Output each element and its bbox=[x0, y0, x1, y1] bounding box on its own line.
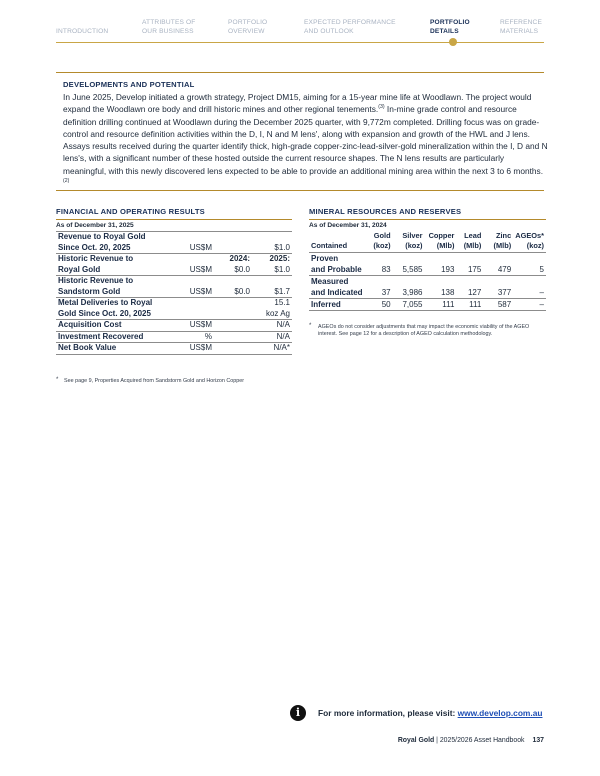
table-row bbox=[56, 265, 292, 276]
financial-as-of: As of December 31, 2025 bbox=[56, 222, 134, 229]
footer-brand: Royal Gold bbox=[397, 737, 435, 744]
table-header-row bbox=[309, 231, 546, 253]
row-label: Acquisition Cost bbox=[56, 320, 166, 332]
table-row bbox=[56, 276, 292, 287]
footnote-ref-2: (2) bbox=[63, 178, 70, 185]
unit bbox=[166, 276, 214, 287]
row-label: Net Book Value bbox=[56, 343, 166, 355]
table-row bbox=[56, 343, 292, 355]
section-divider-bottom bbox=[56, 190, 544, 191]
value: N/A bbox=[252, 320, 292, 332]
header-gold: Gold (koz) bbox=[373, 231, 391, 250]
copper-value: 193 bbox=[424, 264, 456, 276]
develop-website-link[interactable]: www.develop.com.au bbox=[457, 708, 543, 718]
row-label: Revenue to Royal Gold bbox=[56, 232, 166, 243]
row-label: Inferred bbox=[309, 299, 369, 311]
lead-value: 127 bbox=[456, 287, 483, 299]
copper-value: 111 bbox=[424, 299, 456, 311]
ageos-value: – bbox=[513, 299, 546, 311]
gold-value: 37 bbox=[369, 287, 393, 299]
developments-paragraph bbox=[63, 91, 549, 189]
mineral-title: MINERAL RESOURCES AND RESERVES bbox=[309, 207, 462, 216]
unit bbox=[166, 298, 214, 309]
value-2024 bbox=[214, 343, 252, 355]
value-2024 bbox=[214, 331, 252, 343]
page-number: 137 bbox=[532, 737, 544, 744]
nav-portfolio-overview[interactable]: PORTFOLIO OVERVIEW bbox=[228, 19, 268, 35]
row-label: Royal Gold bbox=[56, 265, 166, 276]
mineral-footnote: AGEOs do not consider adjustments that may impact the economic viability of the AGEO interest. See page 12 for a description of AGEO calculation methodology. bbox=[318, 324, 530, 338]
mineral-title-rule bbox=[309, 219, 546, 220]
nav-expected-performance-and-outlook[interactable]: EXPECTED PERFORMANCE AND OUTLOOK bbox=[304, 19, 396, 35]
value-2024 bbox=[214, 276, 252, 287]
header-silver: Silver (koz) bbox=[402, 231, 423, 250]
unit bbox=[166, 232, 214, 243]
value-2024 bbox=[214, 298, 252, 309]
value: $1.7 bbox=[252, 287, 292, 298]
footer-publication: 2025/2026 Asset Handbook bbox=[439, 737, 525, 744]
value-2024: $0.0 bbox=[214, 287, 252, 298]
value bbox=[252, 276, 292, 287]
lead-value: 111 bbox=[456, 299, 483, 311]
table-row bbox=[309, 287, 546, 299]
unit: US$M bbox=[166, 287, 214, 298]
row-label: Investment Recovered bbox=[56, 331, 166, 343]
nav-portfolio-details[interactable]: PORTFOLIO DETAILS bbox=[430, 19, 470, 35]
table-row bbox=[309, 299, 546, 311]
value-2024: $0.0 bbox=[214, 265, 252, 276]
gold-value: 83 bbox=[369, 264, 393, 276]
row-label: Metal Deliveries to Royal bbox=[56, 298, 166, 309]
table-row bbox=[56, 232, 292, 243]
financial-footnote-mark: * bbox=[56, 377, 59, 383]
unit: US$M bbox=[166, 343, 214, 355]
lead-value: 175 bbox=[456, 264, 483, 276]
row-label: Sandstorm Gold bbox=[56, 287, 166, 298]
gold-value: 50 bbox=[369, 299, 393, 311]
header-lead: Lead (Mlb) bbox=[463, 231, 482, 250]
value: 15.1 bbox=[252, 298, 292, 309]
value: N/A* bbox=[252, 343, 292, 355]
more-info-line bbox=[318, 708, 542, 718]
nav-reference-materials[interactable]: REFERENCE MATERIALS bbox=[500, 19, 543, 35]
silver-value: 5,585 bbox=[393, 264, 425, 276]
copper-value: 138 bbox=[424, 287, 456, 299]
mineral-table bbox=[309, 231, 546, 311]
value-unit: koz Ag bbox=[252, 309, 292, 320]
unit: US$M bbox=[166, 320, 214, 332]
row-label: Since Oct. 20, 2025 bbox=[56, 243, 166, 254]
footer-separator: | bbox=[434, 737, 440, 744]
row-label: Proven bbox=[309, 253, 369, 265]
value-2024 bbox=[214, 320, 252, 332]
developments-text-part-2: In-mine grade control and resource definition drilling continued at Woodlawn during the December 2025 quarter, with 9,772m completed. Drilling focus was on grade-control and resource definition activities within the D, I, N and M lens', along with expansion and growth of the HWL and J lens. Assays results received during the quarter identify thick, high-grade copper-zinc-lead-silver-gold mineralization within the I, D and N lens's, with a significant number of these hosted outside the current resource shapes. The N lens results are particularly meaningful, with this newly discovered lens expected to be able to provide an additional mining area within the next 3 to 6 months. bbox=[63, 104, 548, 176]
nav-active-indicator bbox=[449, 38, 457, 46]
year-2024-label: 2024: bbox=[214, 254, 252, 265]
table-row bbox=[56, 320, 292, 332]
table-row bbox=[309, 253, 546, 265]
header-ageos: AGEOs* (koz) bbox=[515, 231, 544, 250]
ageos-value: – bbox=[513, 287, 546, 299]
row-label: and Indicated bbox=[309, 287, 369, 299]
nav-attributes-of-our-business[interactable]: ATTRIBUTES OF OUR BUSINESS bbox=[142, 19, 196, 35]
value-2024 bbox=[214, 309, 252, 320]
table-row bbox=[56, 243, 292, 254]
table-row bbox=[309, 264, 546, 276]
financial-title-rule bbox=[56, 219, 292, 220]
nav-divider bbox=[56, 42, 544, 43]
ageos-value: 5 bbox=[513, 264, 546, 276]
silver-value: 7,055 bbox=[393, 299, 425, 311]
row-label: Gold Since Oct. 20, 2025 bbox=[56, 309, 166, 320]
row-label: Historic Revenue to bbox=[56, 254, 166, 265]
silver-value: 3,986 bbox=[393, 287, 425, 299]
value-2024 bbox=[214, 232, 252, 243]
footnote-ref-3: (3) bbox=[378, 104, 385, 111]
row-label: Measured bbox=[309, 276, 369, 288]
row-label: Historic Revenue to bbox=[56, 276, 166, 287]
table-row bbox=[56, 287, 292, 298]
developments-text-part-1: In June 2025, Develop initiated a growth strategy, Project DM15, aiming for a 15-year mine life at Woodlawn. The project would expand the Woodlawn ore body and drill historic mines and other regional tenements. bbox=[63, 92, 532, 115]
zinc-value: 479 bbox=[483, 264, 513, 276]
year-2025-label: 2025: bbox=[252, 254, 292, 265]
info-icon: i bbox=[290, 705, 306, 721]
more-info-text: For more information, please visit: bbox=[318, 708, 458, 718]
value-2024 bbox=[214, 243, 252, 254]
table-row bbox=[309, 276, 546, 288]
table-row bbox=[56, 309, 292, 320]
nav-introduction[interactable]: INTRODUCTION bbox=[56, 28, 109, 35]
row-label: and Probable bbox=[309, 264, 369, 276]
unit: % bbox=[166, 331, 214, 343]
unit bbox=[166, 309, 214, 320]
top-navigation bbox=[0, 0, 600, 48]
financial-title: FINANCIAL AND OPERATING RESULTS bbox=[56, 207, 205, 216]
unit bbox=[166, 254, 214, 265]
table-row bbox=[56, 331, 292, 343]
header-copper: Copper (Mlb) bbox=[428, 231, 455, 250]
section-divider-top bbox=[56, 72, 544, 73]
header-zinc: Zinc (Mlb) bbox=[493, 231, 512, 250]
table-row bbox=[56, 254, 292, 265]
developments-title: DEVELOPMENTS AND POTENTIAL bbox=[63, 80, 195, 89]
zinc-value: 587 bbox=[483, 299, 513, 311]
financial-table bbox=[56, 231, 292, 355]
financial-footnote: See page 9, Properties Acquired from Sandstorm Gold and Horizon Copper bbox=[64, 378, 245, 384]
unit: US$M bbox=[166, 265, 214, 276]
value bbox=[252, 232, 292, 243]
value: $1.0 bbox=[252, 243, 292, 254]
page-footer bbox=[398, 737, 544, 744]
mineral-footnote-mark: * bbox=[309, 323, 312, 329]
table-row bbox=[56, 298, 292, 309]
zinc-value: 377 bbox=[483, 287, 513, 299]
mineral-as-of: As of December 31, 2024 bbox=[309, 222, 387, 229]
unit: US$M bbox=[166, 243, 214, 254]
header-contained: Contained bbox=[311, 240, 348, 250]
value: N/A bbox=[252, 331, 292, 343]
value-2025: $1.0 bbox=[252, 265, 292, 276]
